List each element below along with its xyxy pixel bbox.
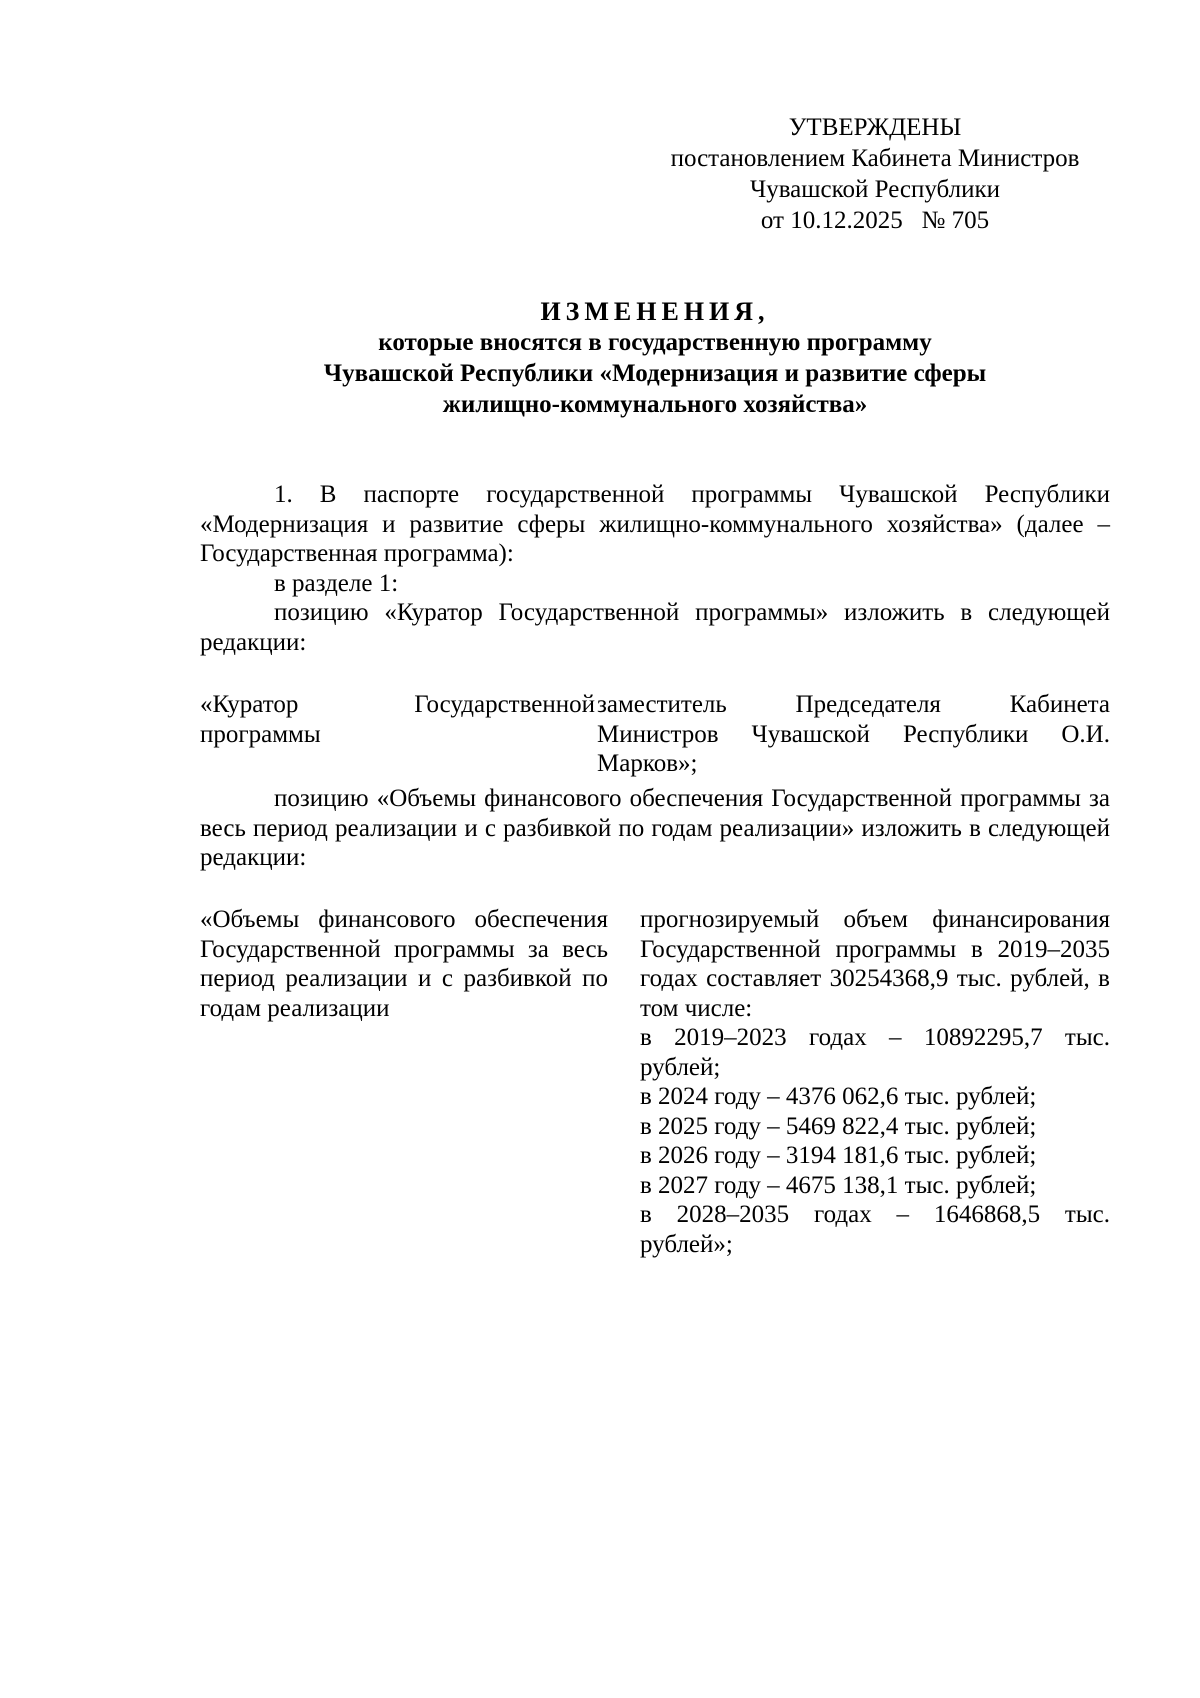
funding-row (200, 905, 1110, 1265)
funding-item: в 2028–2035 годах – 1646868,5 тыс. рублей»; (640, 1201, 1110, 1258)
funding-item: в 2026 году – 3194 181,6 тыс. рублей; (640, 1142, 1037, 1169)
approval-date-number: от 10.12.2025 № 705 (760, 207, 990, 234)
funding-intro: прогнозируемый объем финансирования Государственной программы в 2019–2035 годах составляет 30254368,9 тыс. рублей, в том числе: (640, 906, 1110, 1022)
title-line-2: Чувашской Республики «Модернизация и развитие сферы (323, 360, 987, 387)
paragraph-3: позицию «Куратор Государственной программы» изложить в следующей редакции: (200, 599, 1110, 656)
body-section-2 (200, 784, 1110, 873)
document-title (200, 296, 1110, 420)
paragraph-1: 1. В паспорте государственной программы Чувашской Республики «Модернизация и развитие сферы жилищно-коммунального хозяйства» (далее – Государственная программа): (200, 481, 1110, 567)
title-line-1: которые вносятся в государственную программу (378, 329, 932, 356)
approval-republic: Чувашской Республики (749, 176, 1001, 203)
funding-item: в 2024 году – 4376 062,6 тыс. рублей; (640, 1083, 1037, 1110)
approval-resolution: постановлением Кабинета Министров (670, 145, 1080, 172)
funding-value (640, 905, 1110, 1259)
paragraph-4: позицию «Объемы финансового обеспечения Государственной программы за весь период реализации и с разбивкой по годам реализации» изложить в следующей редакции: (200, 785, 1110, 871)
funding-label: «Объемы финансового обеспечения Государственной программы за весь период реализации и с разбивкой по годам реализации (200, 906, 608, 1022)
approval-stamp (640, 112, 1110, 236)
funding-item: в 2027 году – 4675 138,1 тыс. рублей; (640, 1171, 1037, 1199)
title-heading: ИЗМЕНЕНИЯ, (540, 297, 770, 326)
approval-approved: УТВЕРЖДЕНЫ (788, 114, 962, 141)
funding-item: в 2019–2023 годах – 10892295,7 тыс. рублей; (640, 1024, 1110, 1081)
curator-row (200, 690, 1110, 777)
title-line-3: жилищно-коммунального хозяйства» (442, 391, 868, 418)
curator-value: заместитель Председателя Кабинета Министров Чувашской Республики О.И. Марков»; (597, 691, 1110, 777)
funding-item: в 2025 году – 5469 822,4 тыс. рублей; (640, 1112, 1037, 1140)
paragraph-2: в разделе 1: (274, 569, 399, 597)
curator-label: «Куратор Государственной программы (200, 691, 595, 748)
body-section-1 (200, 480, 1110, 657)
